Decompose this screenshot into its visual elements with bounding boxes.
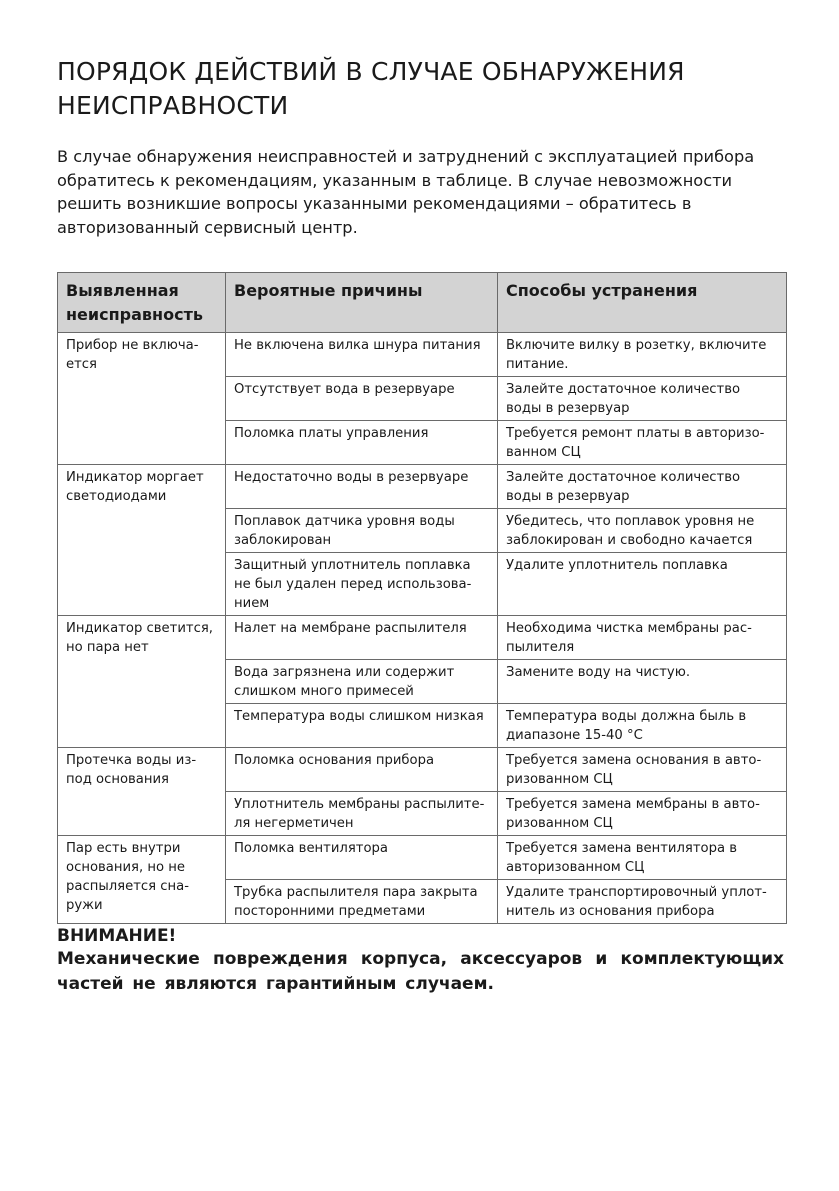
fix-cell: Удалите транспортировочный уплот-нитель из основания прибора — [498, 880, 787, 924]
cause-cell: Поломка вентилятора — [226, 836, 498, 880]
cause-cell: Защитный уплотнитель поплавка не был удален перед использова-нием — [226, 553, 498, 616]
fix-cell: Температура воды должна быль в диапазоне 15-40 °С — [498, 704, 787, 748]
fix-cell: Удалите уплотнитель поплавка — [498, 553, 787, 616]
cause-cell: Трубка распылителя пара закрыта посторонними предметами — [226, 880, 498, 924]
cause-cell: Поломка платы управления — [226, 421, 498, 465]
fix-cell: Требуется ремонт платы в авторизо-ванном СЦ — [498, 421, 787, 465]
table-row — [58, 465, 787, 509]
cause-cell: Недостаточно воды в резервуаре — [226, 465, 498, 509]
fix-cell: Требуется замена мембраны в авто-ризованном СЦ — [498, 792, 787, 836]
troubleshooting-table — [57, 272, 787, 924]
fix-cell: Залейте достаточное количество воды в резервуар — [498, 465, 787, 509]
fix-cell: Убедитесь, что поплавок уровня не заблокирован и свободно качается — [498, 509, 787, 553]
table-row — [58, 333, 787, 377]
header-fault: Выявленная неисправность — [58, 273, 226, 333]
cause-cell: Уплотнитель мембраны распылите-ля негерметичен — [226, 792, 498, 836]
fix-cell: Требуется замена вентилятора в авторизованном СЦ — [498, 836, 787, 880]
table-row — [58, 616, 787, 660]
fix-cell: Залейте достаточное количество воды в резервуар — [498, 377, 787, 421]
fault-cell: Индикатор моргает светодиодами — [58, 465, 226, 616]
fix-cell: Включите вилку в розетку, включите питание. — [498, 333, 787, 377]
header-fix: Способы устранения — [498, 273, 787, 333]
warning-title: ВНИМАНИЕ! — [57, 926, 177, 946]
cause-cell: Налет на мембране распылителя — [226, 616, 498, 660]
fault-cell: Индикатор светится, но пара нет — [58, 616, 226, 748]
cause-cell: Поломка основания прибора — [226, 748, 498, 792]
intro-paragraph: В случае обнаружения неисправностей и затруднений с эксплуатацией прибора обратитесь к рекомендациям, указанным в таблице. В случае невозможности решить возникшие вопросы указанными рекомендациями – обратитесь в авторизованный сервисный центр. — [57, 147, 755, 237]
fix-cell: Замените воду на чистую. — [498, 660, 787, 704]
cause-cell: Отсутствует вода в резервуаре — [226, 377, 498, 421]
fault-cell: Пар есть внутри основания, но не распыляется сна-ружи — [58, 836, 226, 924]
table-row — [58, 748, 787, 792]
fix-cell: Необходима чистка мембраны рас-пылителя — [498, 616, 787, 660]
fault-cell: Протечка воды из-под основания — [58, 748, 226, 836]
cause-cell: Вода загрязнена или содержит слишком много примесей — [226, 660, 498, 704]
fix-cell: Требуется замена основания в авто-ризованном СЦ — [498, 748, 787, 792]
cause-cell: Температура воды слишком низкая — [226, 704, 498, 748]
table-row — [58, 836, 787, 880]
header-cause: Вероятные причины — [226, 273, 498, 333]
table-header-row — [58, 273, 787, 333]
fault-cell: Прибор не включа-ется — [58, 333, 226, 465]
page-title: ПОРЯДОК ДЕЙСТВИЙ В СЛУЧАЕ ОБНАРУЖЕНИЯ НЕИСПРАВНОСТИ — [57, 57, 685, 120]
cause-cell: Поплавок датчика уровня воды заблокирован — [226, 509, 498, 553]
warning-text: Механические повреждения корпуса, аксессуаров и комплектующих частей не являются гарантийным случаем. — [57, 949, 784, 994]
cause-cell: Не включена вилка шнура питания — [226, 333, 498, 377]
